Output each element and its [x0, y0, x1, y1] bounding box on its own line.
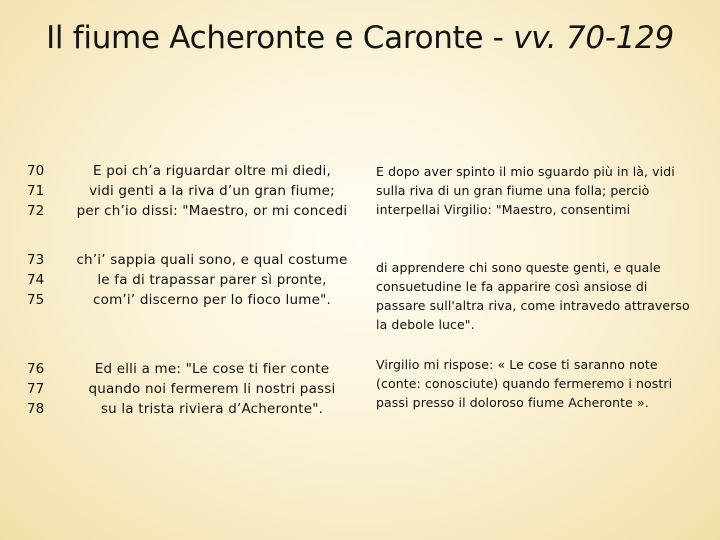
translation-paragraph: di apprendere chi sono queste genti, e quale consuetudine le fa apparire così ansiose di passare sull'altra riva, come intravedo attraverso la debole luce". [376, 260, 690, 332]
verse-line: su la trista riviera d’Acheronte". [100, 401, 324, 417]
title-verses: vv. 70-129 [513, 20, 674, 56]
verse-line: E poi ch’a riguardar oltre mi diedi, [92, 163, 331, 179]
page-title [0, 20, 720, 56]
verse-line: ch’i’ sappia quali sono, e qual costume [76, 252, 348, 268]
verse-number: 78 [27, 401, 45, 417]
verse-number: 76 [27, 361, 45, 377]
original-verses [64, 250, 360, 310]
original-verses [64, 161, 360, 221]
verse-number: 72 [27, 203, 45, 219]
verse-line: le fa di trapassar parer sì pronte, [97, 272, 327, 288]
original-verses [64, 359, 360, 419]
verse-numbers [27, 359, 57, 419]
verse-number: 70 [27, 163, 45, 179]
verse-line: Ed elli a me: "Le cose ti fier conte [94, 361, 330, 377]
verse-number: 71 [27, 183, 45, 199]
verse-numbers [27, 161, 57, 221]
translation-paragraph: Virgilio mi rispose: « Le cose ti saranno note (conte: conosciute) quando fermeremo i nostri passi presso il doloroso fiume Acheronte ». [376, 357, 673, 410]
verse-line: vidi genti a la riva d’un gran fiume; [89, 183, 335, 199]
title-main: Il fiume Acheronte e Caronte - [46, 20, 514, 56]
verse-number: 73 [27, 252, 45, 268]
verse-line: com’i’ discerno per lo fioco lume". [93, 292, 331, 308]
verse-line: per ch’io dissi: "Maestro, or mi concedi [76, 203, 348, 219]
verse-numbers [27, 250, 57, 310]
verse-number: 75 [27, 292, 45, 308]
verse-number: 74 [27, 272, 45, 288]
translation-paragraph: E dopo aver spinto il mio sguardo più in là, vidi sulla riva di un gran fiume una folla; perciò interpellai Virgilio: "Maestro, consentimi [376, 164, 675, 217]
verse-line: quando noi fermerem li nostri passi [88, 381, 336, 397]
verse-number: 77 [27, 381, 45, 397]
